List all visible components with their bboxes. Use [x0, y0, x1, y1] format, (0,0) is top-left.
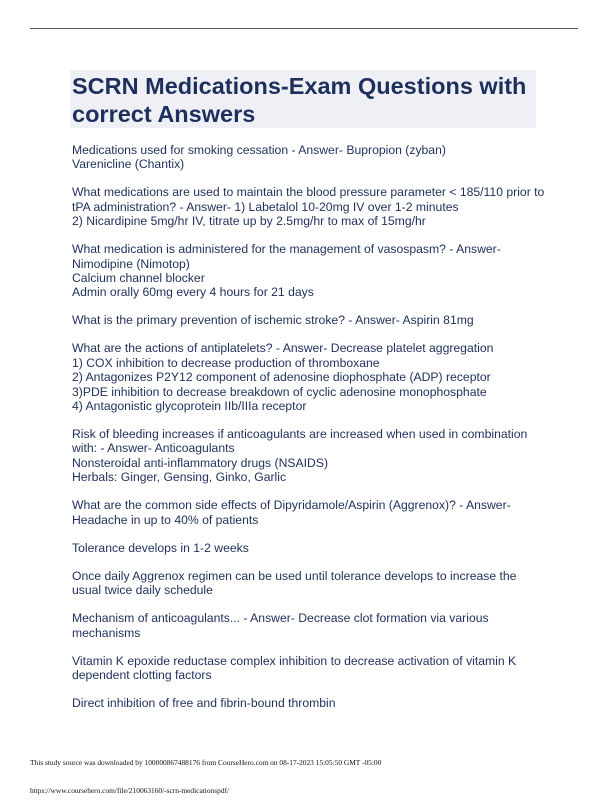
text-line: What is the primary prevention of ischemic stroke? - Answer- Aspirin 81mg — [72, 313, 474, 328]
download-notice: This study source was downloaded by 100000867488176 from CourseHero.com on 08-17-2023 15:05:50 GMT -05:00 — [30, 758, 382, 767]
qa-block — [72, 242, 542, 300]
text-line: 2) Antagonizes P2Y12 component of adenosine diophosphate (ADP) receptor — [72, 370, 491, 385]
qa-block — [72, 143, 542, 172]
text-line: with: - Answer- Anticoagulants — [72, 441, 235, 456]
text-line: usual twice daily schedule — [72, 583, 213, 598]
qa-block — [72, 696, 542, 710]
text-line: What are the common side effects of Dipyridamole/Aspirin (Aggrenox)? - Answer- — [72, 498, 511, 513]
document-body — [72, 143, 545, 724]
qa-block — [72, 569, 542, 598]
title-line: correct Answers — [72, 101, 256, 127]
text-line: Once daily Aggrenox regimen can be used until tolerance develops to increase the — [72, 568, 517, 583]
document-title — [72, 72, 542, 128]
text-line: Nimodipine (Nimotop) — [72, 256, 190, 271]
text-line: Headache in up to 40% of patients — [72, 512, 259, 527]
qa-block — [72, 313, 542, 327]
text-line: Herbals: Ginger, Gensing, Ginko, Garlic — [72, 470, 287, 485]
text-line: 3)PDE inhibition to decrease breakdown of cyclic adenosine monophosphate — [72, 384, 487, 399]
top-divider — [30, 28, 578, 29]
qa-block — [72, 498, 542, 527]
text-line: 2) Nicardipine 5mg/hr IV, titrate up by 2.5mg/hr to max of 15mg/hr — [72, 214, 426, 229]
qa-block — [72, 541, 542, 555]
qa-block — [72, 427, 542, 485]
qa-block — [72, 611, 542, 640]
source-url[interactable]: https://www.coursehero.com/file/210063160/-scrn-medicationspdf/ — [30, 786, 230, 795]
text-line: What medications are used to maintain the blood pressure parameter < 185/110 prior to — [72, 185, 545, 200]
text-line: Admin orally 60mg every 4 hours for 21 days — [72, 285, 314, 300]
text-line: 4) Antagonistic glycoprotein IIb/IIIa receptor — [72, 399, 307, 414]
text-line: Mechanism of anticoagulants... - Answer- Decrease clot formation via various — [72, 611, 489, 626]
title-line: SCRN Medications-Exam Questions with — [72, 73, 527, 99]
text-line: Direct inhibition of free and fibrin-bound thrombin — [72, 695, 336, 710]
text-line: Tolerance develops in 1-2 weeks — [72, 540, 249, 555]
text-line: dependent clotting factors — [72, 667, 212, 682]
qa-block — [72, 341, 542, 413]
qa-block — [72, 654, 542, 683]
text-line: Nonsteroidal anti-inflammatory drugs (NSAIDS) — [72, 455, 329, 470]
text-line: Risk of bleeding increases if anticoagulants are increased when used in combination — [72, 427, 528, 442]
text-line: 1) COX inhibition to decrease production of thromboxane — [72, 355, 380, 370]
text-line: Calcium channel blocker — [72, 271, 205, 286]
text-line: tPA administration? - Answer- 1) Labetalol 10-20mg IV over 1-2 minutes — [72, 199, 459, 214]
text-line: Medications used for smoking cessation - Answer- Bupropion (zyban) — [72, 143, 446, 157]
qa-block — [72, 185, 545, 229]
text-line: mechanisms — [72, 625, 141, 640]
text-line: What medication is administered for the management of vasospasm? - Answer- — [72, 242, 501, 257]
text-line: What are the actions of antiplatelets? - Answer- Decrease platelet aggregation — [72, 341, 494, 356]
text-line: Vitamin K epoxide reductase complex inhibition to decrease activation of vitamin K — [72, 653, 517, 668]
text-line: Varenicline (Chantix) — [72, 157, 185, 172]
